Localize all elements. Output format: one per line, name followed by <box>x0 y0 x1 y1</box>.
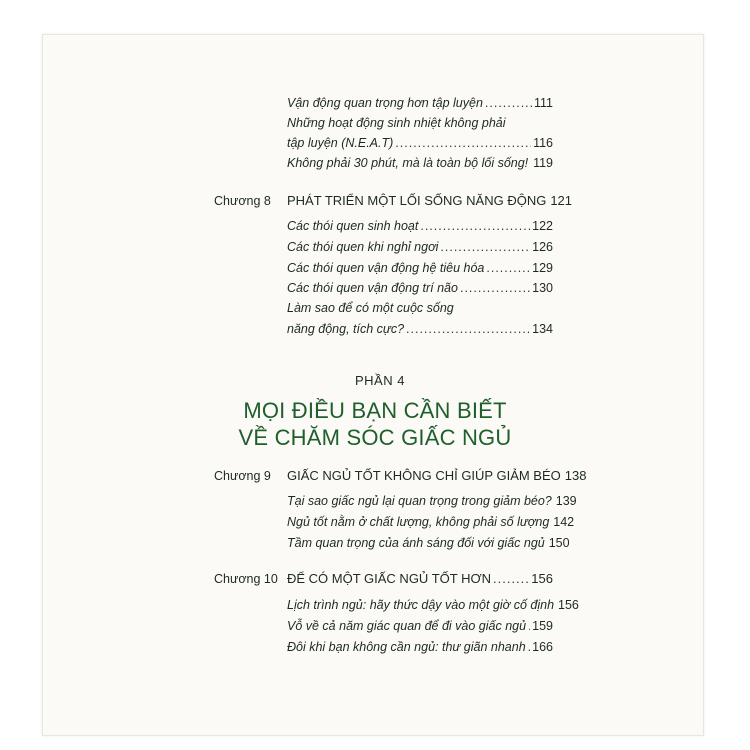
toc-entry-title: Ngủ tốt nằm ở chất lượng, không phải số lượng <box>287 515 550 529</box>
toc-entry <box>287 322 553 336</box>
toc-entry <box>287 598 579 612</box>
chapter-page: 138 <box>564 468 587 483</box>
toc-entry-title: Các thói quen vận động trí não <box>287 281 458 295</box>
toc-entry-page: 139 <box>555 494 577 508</box>
toc-entry <box>287 494 577 508</box>
toc-entry-page: 122 <box>532 219 553 233</box>
toc-leader <box>440 240 530 254</box>
toc-entry-title-line1: Những hoạt động sinh nhiệt không phải <box>287 116 506 130</box>
toc-entry-title: Đôi khi bạn không cần ngủ: thư giãn nhanh <box>287 640 526 654</box>
toc-entry <box>287 536 570 550</box>
toc-entry-title: Các thói quen vận động hệ tiêu hóa <box>287 261 485 275</box>
toc-entry-title: Không phải 30 phút, mà là toàn bộ lối sống! <box>287 156 529 170</box>
toc-entry-title: năng động, tích cực? <box>287 322 405 336</box>
toc-entry <box>287 240 553 254</box>
chapter-label: Chương 8 <box>214 194 271 208</box>
toc-leader <box>493 571 529 586</box>
toc-entry <box>287 96 553 110</box>
toc-entry <box>287 281 553 295</box>
part-title-line1: MỌI ĐIỀU BẠN CẦN BIẾT <box>243 398 507 423</box>
toc-entry-page: 111 <box>533 96 553 110</box>
toc-entry-page: 116 <box>533 136 553 150</box>
toc-leader <box>528 640 530 654</box>
toc-entry <box>287 640 553 654</box>
toc-leader <box>406 322 530 336</box>
toc-entry <box>287 219 553 233</box>
toc-leader <box>485 96 532 110</box>
toc-entry-title: Tầm quan trọng của ánh sáng đối với giấc ngủ <box>287 536 545 550</box>
chapter-title: PHÁT TRIỂN MỘT LỐI SỐNG NĂNG ĐỘNG <box>287 193 547 208</box>
toc-entry-page: 156 <box>558 598 579 612</box>
toc-entry-page: 130 <box>532 281 553 295</box>
toc-entry <box>287 619 553 633</box>
toc-entry-title: Các thói quen khi nghỉ ngơi <box>287 240 439 254</box>
part-title-line2: VỀ CHĂM SÓC GIẤC NGỦ <box>238 425 512 450</box>
toc-entry <box>287 515 575 529</box>
toc-entry-title: tập luyện (N.E.A.T) <box>287 136 394 150</box>
toc-entry-page: 142 <box>553 515 575 529</box>
toc-entry-page: 150 <box>548 536 570 550</box>
toc-entry <box>287 261 553 275</box>
toc-entry-title: Tại sao giấc ngủ lại quan trọng trong giảm béo? <box>287 494 552 508</box>
toc-entry-page: 159 <box>532 619 553 633</box>
toc-entry-title: Lịch trình ngủ: hãy thức dậy vào một giờ cố định <box>287 598 555 612</box>
toc-leader <box>486 261 530 275</box>
chapter-page: 156 <box>531 571 553 586</box>
toc-entry-title: Vỗ về cả năm giác quan để đi vào giấc ngủ <box>287 619 527 633</box>
toc-entry <box>287 136 553 150</box>
toc-entry-title: Vận động quan trọng hơn tập luyện <box>287 96 483 110</box>
toc-entry-title: Các thói quen sinh hoạt <box>287 219 419 233</box>
toc-entry-page: 134 <box>532 322 553 336</box>
toc-entry-page: 119 <box>533 156 553 170</box>
part-label: PHẦN 4 <box>355 373 405 388</box>
chapter-heading <box>287 193 573 208</box>
chapter-label: Chương 9 <box>214 469 271 483</box>
toc-leader <box>530 156 531 170</box>
toc-entry-title-line1: Làm sao để có một cuộc sống <box>287 301 454 315</box>
toc-entry-page: 126 <box>532 240 553 254</box>
toc-leader <box>460 281 530 295</box>
toc-entry-page: 166 <box>532 640 553 654</box>
chapter-title: GIẤC NGỦ TỐT KHÔNG CHỈ GIÚP GIẢM BÉO <box>287 468 561 483</box>
toc-leader <box>420 219 530 233</box>
chapter-heading <box>287 468 587 483</box>
toc-entry-page: 129 <box>532 261 553 275</box>
chapter-heading <box>287 571 553 586</box>
toc-leader <box>528 619 530 633</box>
chapter-label: Chương 10 <box>214 572 278 586</box>
chapter-page: 121 <box>550 193 573 208</box>
chapter-title: ĐỂ CÓ MỘT GIẤC NGỦ TỐT HƠN <box>287 571 491 586</box>
toc-leader <box>395 136 531 150</box>
toc-entry <box>287 156 553 170</box>
